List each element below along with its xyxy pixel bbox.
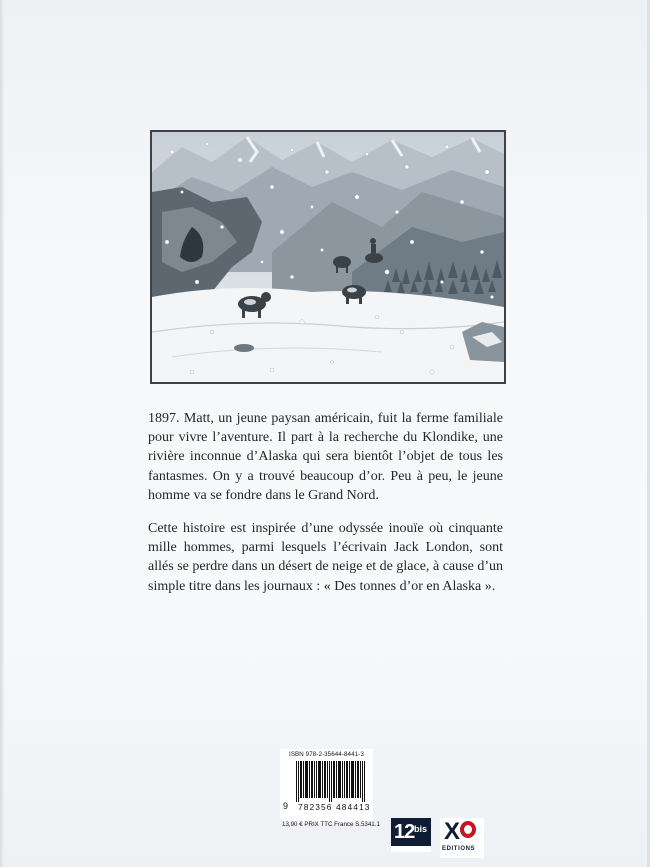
snowy-mountain-valley-illustration xyxy=(152,132,504,382)
logo-12bis-number: 12 xyxy=(394,821,415,843)
book-spine-edge xyxy=(0,0,4,867)
logo-12bis-suffix: bis xyxy=(414,824,428,834)
synopsis-paragraph: 1897. Matt, un jeune paysan américain, fuit la ferme familiale pour vivre l’aventure. Il part à la recherche du Klondike, une rivière inconnue d’Alaska qui sera bientôt l’objet de tous les fantasmes. On y a trouvé beaucoup d’or. Peu à peu, le jeune homme va se fondre dans le Grand Nord. xyxy=(148,411,503,503)
cover-illustration xyxy=(150,130,506,384)
publisher-logo-12bis xyxy=(391,818,431,852)
publisher-logo-xo xyxy=(440,818,484,858)
price-line: 13,90 € PRIX TTC France S.5341.1 xyxy=(282,821,380,828)
synopsis-paragraph: Cette histoire est inspirée d’une odyssée inouïe où cinquante mille hommes, parmi lesquels l’écrivain Jack London, sont allés se perdre dans un désert de neige et de glace, à cause d’un simple titre dans les journaux : « Des tonnes d’or en Alaska ». xyxy=(148,521,503,594)
logo-xo-o-ring-icon xyxy=(460,821,476,838)
synopsis xyxy=(148,409,503,610)
ean-first-digit: 9 xyxy=(283,801,289,811)
barcode-label xyxy=(280,749,373,823)
logo-xo-label: EDITIONS xyxy=(442,846,476,852)
ean-digits: 782356 484413 xyxy=(298,802,371,812)
logo-12bis-stripe xyxy=(391,844,431,852)
isbn-text: ISBN 978-2-35644-8441-3 xyxy=(289,751,364,758)
logo-xo-x: X xyxy=(444,818,461,845)
barcode-icon xyxy=(296,761,366,802)
